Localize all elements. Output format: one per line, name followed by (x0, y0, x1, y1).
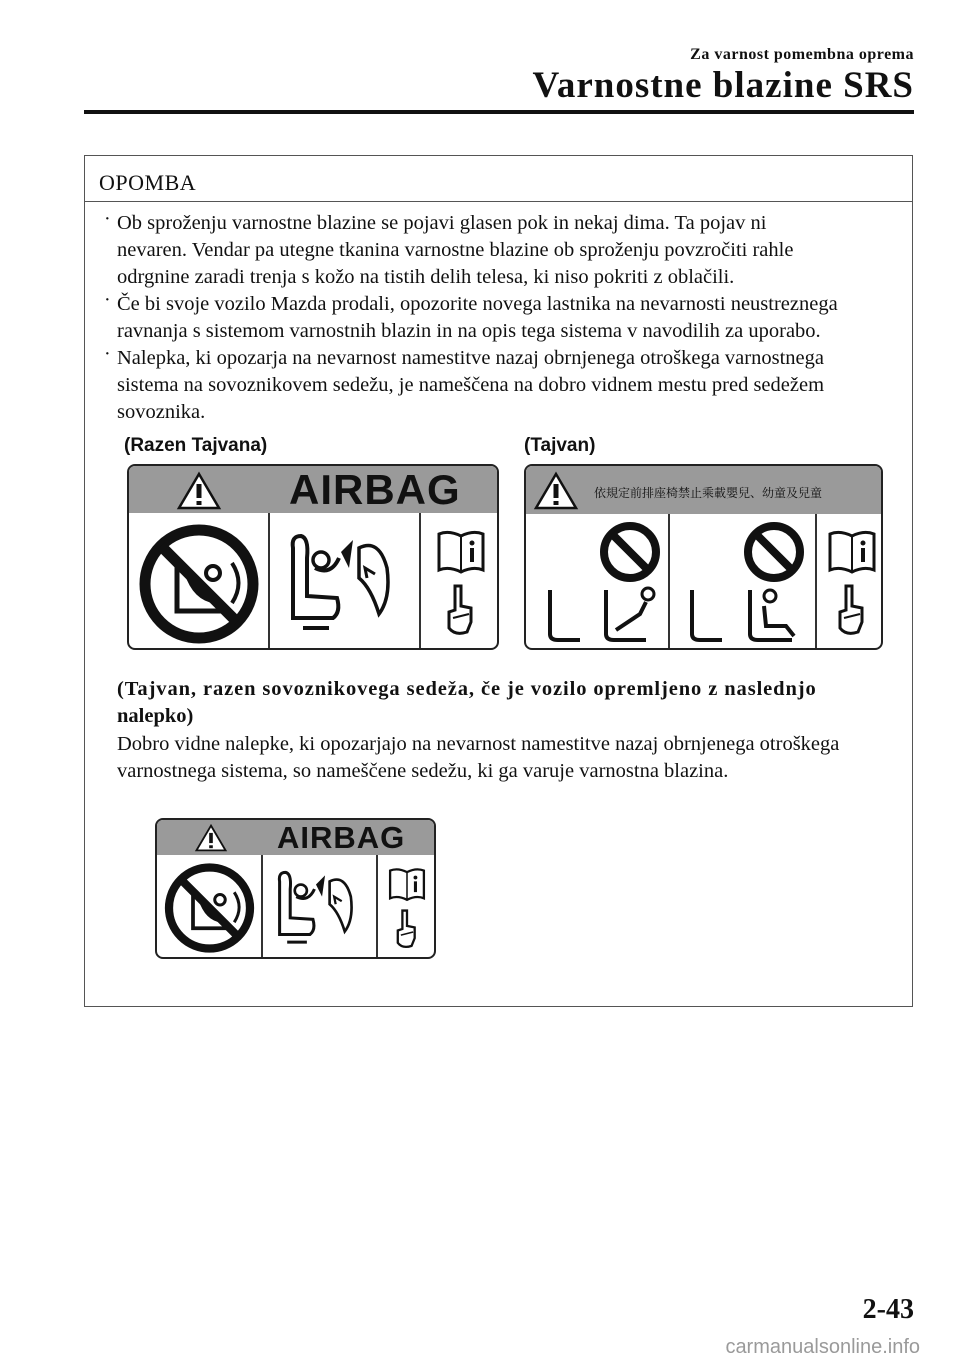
bullet-3-line-2: sistema na sovoznikovem sedežu, je nameščena na dobro vidnem mestu pred sedežem (117, 374, 825, 396)
caption-except-taiwan: (Razen Tajvana) (124, 435, 268, 456)
airbag-deploying-icon (269, 866, 369, 950)
section-subtitle: Za varnost pomembna oprema (690, 46, 914, 63)
airbag-warning-label (127, 464, 499, 650)
bullet-2-line-2: ravnanja s sistemom varnostnih blazin in na opis tega sistema v navodilih za uporabo. (117, 320, 821, 342)
bullet-1-line-2: nevaren. Vendar pa utegne tkanina varnostne blazine ob sproženju povzročiti rahle (117, 239, 794, 261)
taiwan-warning-text: 依規定前排座椅禁止乘載嬰兒、幼童及兒童 (594, 486, 823, 500)
no-rear-facing-child-seat-icon (137, 523, 261, 645)
read-manual-icon (435, 528, 487, 640)
no-rear-facing-child-seat-icon (536, 522, 664, 646)
page-title: Varnostne blazine SRS (532, 65, 914, 106)
bullet-3-line-1: Nalepka, ki opozarja na nevarnost namestitve nazaj obrnjenega otroškega varnostnega (117, 347, 824, 369)
label-divider (668, 514, 670, 650)
bullet-3-line-3: sovoznika. (117, 401, 206, 423)
watermark: carmanualsonline.info (725, 1336, 920, 1358)
warning-triangle-icon (177, 472, 221, 510)
taiwan-body-line-2: varnostnega sistema, so nameščene sedežu, ki ga varuje varnostna blazina. (117, 760, 729, 782)
airbag-word: AIRBAG (289, 466, 461, 513)
bullet-1-line-1: Ob sproženju varnostne blazine se pojavi glasen pok in nekaj dima. Ta pojav ni (117, 212, 767, 234)
bullet-1-line-3: odrgnine zaradi trenja s kožo na tistih delih telesa, ki niso pokriti z oblačili. (117, 266, 735, 288)
read-manual-icon (826, 528, 878, 640)
taiwan-body-line-1: Dobro vidne nalepke, ki opozarjajo na nevarnost namestitve nazaj obrnjenega otroškega (117, 733, 840, 755)
bullet-marker: · (104, 289, 111, 311)
label-divider (815, 514, 817, 650)
no-rear-facing-child-seat-icon (163, 862, 256, 954)
header-rule (84, 110, 914, 114)
bullet-marker: · (104, 208, 111, 230)
label-divider (376, 855, 378, 959)
taiwan-heading-line-1: (Tajvan, razen sovoznikovega sedeža, če je vozilo opremljeno z naslednjo (117, 678, 817, 700)
bullet-2-line-1: Če bi svoje vozilo Mazda prodali, opozorite novega lastnika na nevarnosti neustreznega (117, 293, 838, 315)
taiwan-heading-line-2: nalepko) (117, 705, 194, 727)
caption-taiwan: (Tajvan) (524, 435, 596, 456)
note-divider (85, 201, 913, 202)
taiwan-warning-label (524, 464, 883, 650)
label-divider (419, 513, 421, 650)
note-title: OPOMBA (99, 170, 197, 195)
label-divider (268, 513, 270, 650)
warning-triangle-icon (534, 472, 578, 510)
airbag-word: AIRBAG (277, 820, 406, 855)
page-number: 2-43 (862, 1294, 914, 1325)
bullet-marker: · (104, 343, 111, 365)
airbag-deploying-icon (279, 528, 411, 638)
warning-triangle-icon (195, 824, 227, 852)
read-manual-icon (387, 866, 427, 952)
no-child-in-front-seat-icon (678, 522, 810, 646)
label-divider (261, 855, 263, 959)
airbag-warning-label-small (155, 818, 436, 959)
